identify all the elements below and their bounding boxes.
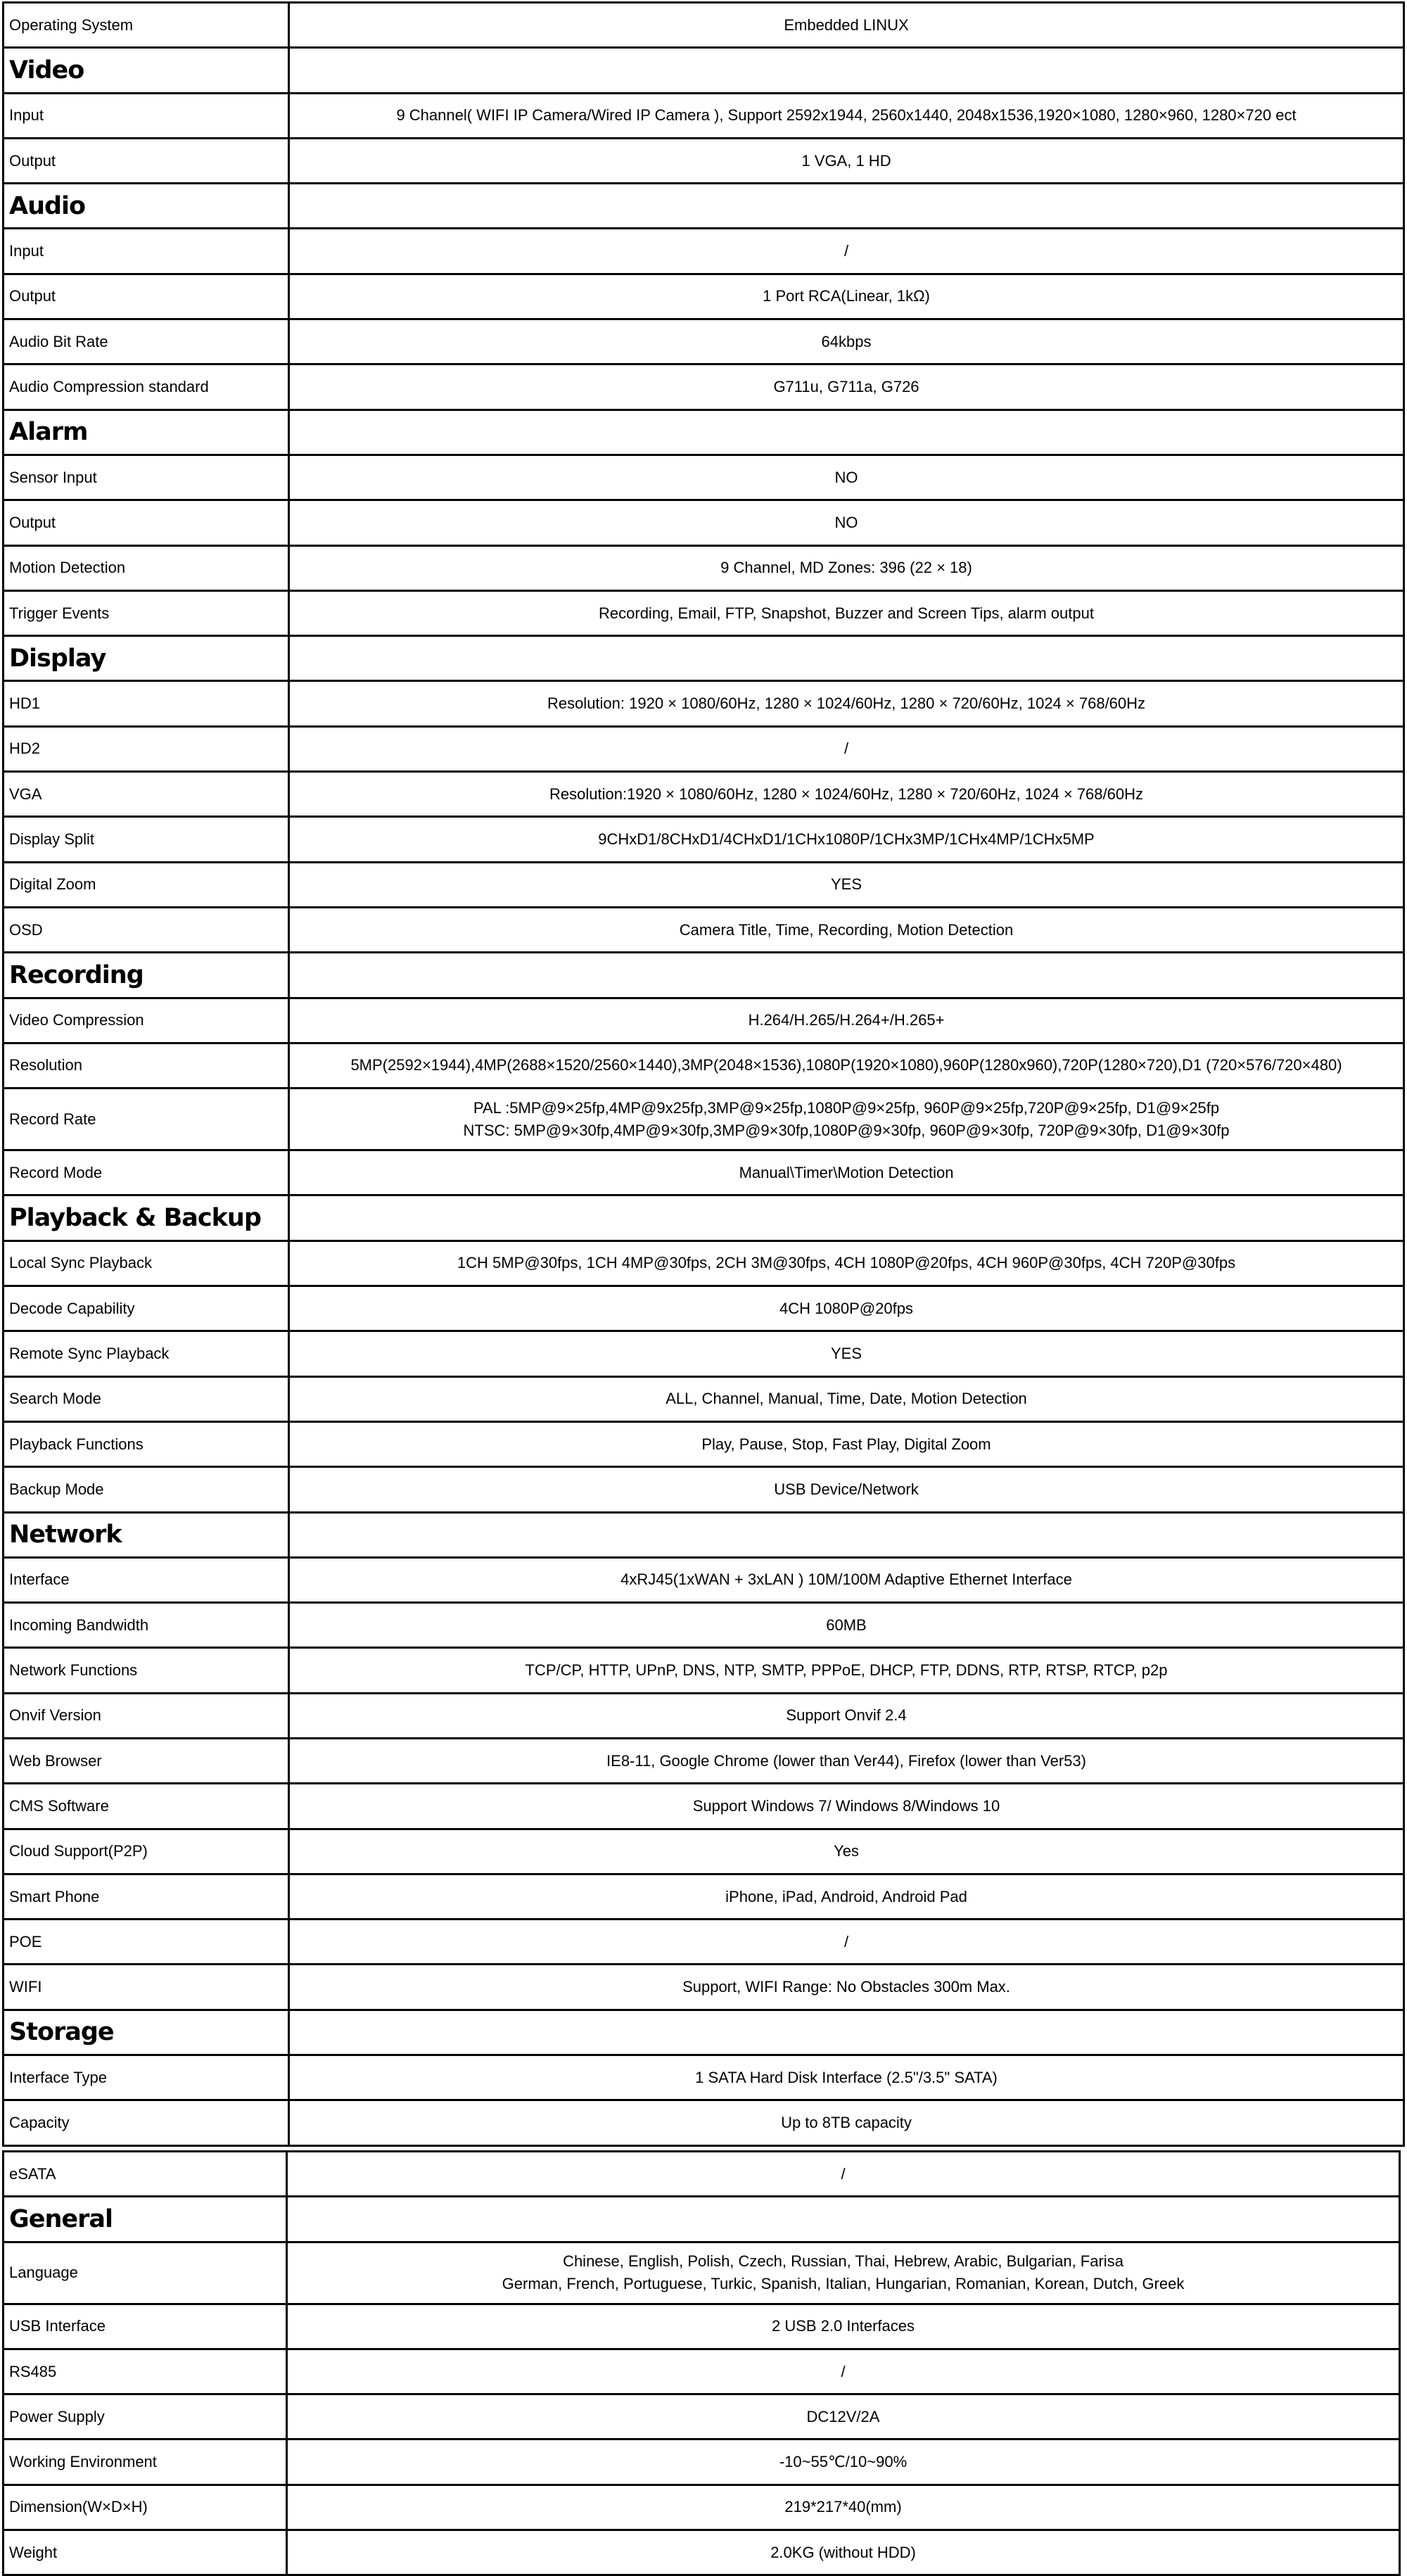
spec-value: Resolution:1920 × 1080/60Hz, 1280 × 1024/60Hz, 1280 × 720/60Hz, 1024 × 768/60Hz xyxy=(289,772,1404,817)
spec-value xyxy=(287,2242,1400,2304)
spec-value: Camera Title, Time, Recording, Motion Detection xyxy=(289,907,1404,952)
spec-value: Resolution: 1920 × 1080/60Hz, 1280 × 1024/60Hz, 1280 × 720/60Hz, 1024 × 768/60Hz xyxy=(289,681,1404,726)
spec-value: 1 Port RCA(Linear, 1kΩ) xyxy=(289,274,1404,319)
spec-value-line: PAL :5MP@9×25fp,4MP@9x25fp,3MP@9×25fp,1080P@9×25fp, 960P@9×25fp,720P@9×25fp, D1@9×25fp xyxy=(473,1098,1220,1117)
spec-label: VGA xyxy=(4,772,289,817)
spec-label: Incoming Bandwidth xyxy=(4,1603,289,1648)
spec-row-input xyxy=(4,93,1404,138)
section-title: Video xyxy=(4,48,289,93)
spec-row-input xyxy=(4,229,1404,274)
spec-value: 4CH 1080P@20fps xyxy=(289,1286,1404,1331)
spec-value: Up to 8TB capacity xyxy=(289,2100,1404,2145)
spec-label: Input xyxy=(4,229,289,274)
spec-value xyxy=(289,1195,1404,1241)
spec-row-osd xyxy=(4,907,1404,952)
spec-label: Interface Type xyxy=(4,2055,289,2100)
spec-row-record-mode xyxy=(4,1150,1404,1195)
spec-value: Recording, Email, FTP, Snapshot, Buzzer and Screen Tips, alarm output xyxy=(289,590,1404,635)
spec-label: Interface xyxy=(4,1557,289,1602)
spec-row-playback-functions xyxy=(4,1421,1404,1466)
spec-label: Power Supply xyxy=(4,2394,287,2439)
spec-value: ALL, Channel, Manual, Time, Date, Motion Detection xyxy=(289,1376,1404,1421)
spec-row-digital-zoom xyxy=(4,862,1404,907)
spec-row-hd2 xyxy=(4,726,1404,771)
spec-row-wifi xyxy=(4,1965,1404,2010)
spec-label: Record Mode xyxy=(4,1150,289,1195)
spec-label: Trigger Events xyxy=(4,590,289,635)
spec-label: Output xyxy=(4,500,289,545)
spec-value: 1 SATA Hard Disk Interface (2.5"/3.5" SATA) xyxy=(289,2055,1404,2100)
spec-label: Onvif Version xyxy=(4,1693,289,1738)
spec-value: 2.0KG (without HDD) xyxy=(287,2530,1400,2575)
spec-row-esata xyxy=(4,2152,1400,2197)
spec-value xyxy=(287,2197,1400,2242)
spec-label: HD1 xyxy=(4,681,289,726)
spec-row-working-environment xyxy=(4,2439,1400,2485)
spec-label: eSATA xyxy=(4,2152,287,2197)
section-header-audio xyxy=(4,184,1404,229)
spec-row-dimension-w-d-h xyxy=(4,2485,1400,2530)
spec-value-line: Chinese, English, Polish, Czech, Russian, Thai, Hebrew, Arabic, Bulgarian, Farisa xyxy=(563,2252,1123,2271)
spec-label: CMS Software xyxy=(4,1784,289,1829)
spec-table-main xyxy=(2,1,1405,2147)
spec-row-interface xyxy=(4,1557,1404,1602)
spec-value: H.264/H.265/H.264+/H.265+ xyxy=(289,998,1404,1043)
spec-row-power-supply xyxy=(4,2394,1400,2439)
spec-label: Display Split xyxy=(4,817,289,862)
spec-table-continued xyxy=(2,2150,1401,2576)
section-title: Playback & Backup xyxy=(4,1195,289,1241)
section-header-alarm xyxy=(4,410,1404,455)
spec-label: Network Functions xyxy=(4,1648,289,1693)
spec-row-language xyxy=(4,2242,1400,2304)
spec-value: Play, Pause, Stop, Fast Play, Digital Zoom xyxy=(289,1421,1404,1466)
spec-value: 60MB xyxy=(289,1603,1404,1648)
spec-row-network-functions xyxy=(4,1648,1404,1693)
spec-label: Decode Capability xyxy=(4,1286,289,1331)
spec-row-cms-software xyxy=(4,1784,1404,1829)
spec-value: 219*217*40(mm) xyxy=(287,2485,1400,2530)
spec-label: HD2 xyxy=(4,726,289,771)
section-title: Alarm xyxy=(4,410,289,455)
spec-value xyxy=(289,1512,1404,1557)
spec-value: / xyxy=(289,1920,1404,1965)
spec-value: Support Onvif 2.4 xyxy=(289,1693,1404,1738)
spec-value xyxy=(289,410,1404,455)
spec-value: 9CHxD1/8CHxD1/4CHxD1/1CHx1080P/1CHx3MP/1CHx4MP/1CHx5MP xyxy=(289,817,1404,862)
spec-label: Audio Bit Rate xyxy=(4,319,289,364)
spec-row-operating-system xyxy=(4,3,1404,48)
section-title: General xyxy=(4,2197,287,2242)
spec-label: Output xyxy=(4,274,289,319)
spec-label: Resolution xyxy=(4,1043,289,1088)
spec-value: Yes xyxy=(289,1829,1404,1874)
spec-row-smart-phone xyxy=(4,1874,1404,1919)
spec-label: Input xyxy=(4,93,289,138)
section-title: Storage xyxy=(4,2010,289,2055)
section-title: Display xyxy=(4,636,289,681)
spec-value: -10~55℃/10~90% xyxy=(287,2439,1400,2485)
spec-value: TCP/CP, HTTP, UPnP, DNS, NTP, SMTP, PPPoE, DHCP, FTP, DDNS, RTP, RTSP, RTCP, p2p xyxy=(289,1648,1404,1693)
spec-row-motion-detection xyxy=(4,545,1404,590)
spec-label: Working Environment xyxy=(4,2439,287,2485)
spec-value: USB Device/Network xyxy=(289,1467,1404,1512)
section-title: Audio xyxy=(4,184,289,229)
spec-row-output xyxy=(4,138,1404,183)
spec-row-local-sync-playback xyxy=(4,1241,1404,1286)
spec-row-audio-compression-standard xyxy=(4,364,1404,410)
spec-value: 1 VGA, 1 HD xyxy=(289,138,1404,183)
spec-value xyxy=(289,1089,1404,1150)
spec-value xyxy=(289,184,1404,229)
spec-label: Output xyxy=(4,138,289,183)
spec-value: Manual\Timer\Motion Detection xyxy=(289,1150,1404,1195)
spec-value xyxy=(289,636,1404,681)
spec-value: 2 USB 2.0 Interfaces xyxy=(287,2304,1400,2349)
spec-value: DC12V/2A xyxy=(287,2394,1400,2439)
spec-value: Support Windows 7/ Windows 8/Windows 10 xyxy=(289,1784,1404,1829)
spec-row-backup-mode xyxy=(4,1467,1404,1512)
spec-value: YES xyxy=(289,862,1404,907)
spec-row-rs485 xyxy=(4,2349,1400,2394)
section-header-storage xyxy=(4,2010,1404,2055)
spec-label: Search Mode xyxy=(4,1376,289,1421)
spec-row-decode-capability xyxy=(4,1286,1404,1331)
spec-value xyxy=(289,48,1404,93)
spec-value: Support, WIFI Range: No Obstacles 300m Max. xyxy=(289,1965,1404,2010)
section-header-playback-backup xyxy=(4,1195,1404,1241)
spec-label: Operating System xyxy=(4,3,289,48)
spec-label: Video Compression xyxy=(4,998,289,1043)
spec-row-resolution xyxy=(4,1043,1404,1088)
spec-label: Local Sync Playback xyxy=(4,1241,289,1286)
spec-value: 9 Channel, MD Zones: 396 (22 × 18) xyxy=(289,545,1404,590)
spec-row-poe xyxy=(4,1920,1404,1965)
spec-label: OSD xyxy=(4,907,289,952)
spec-row-incoming-bandwidth xyxy=(4,1603,1404,1648)
spec-label: Language xyxy=(4,2242,287,2304)
spec-label: Digital Zoom xyxy=(4,862,289,907)
spec-row-capacity xyxy=(4,2100,1404,2145)
spec-label: Backup Mode xyxy=(4,1467,289,1512)
spec-row-weight xyxy=(4,2530,1400,2575)
section-title: Network xyxy=(4,1512,289,1557)
spec-row-vga xyxy=(4,772,1404,817)
spec-value: NO xyxy=(289,500,1404,545)
section-header-network xyxy=(4,1512,1404,1557)
spec-row-onvif-version xyxy=(4,1693,1404,1738)
spec-value: 9 Channel( WIFI IP Camera/Wired IP Camera ), Support 2592x1944, 2560x1440, 2048x1536,1920×1080, 1280×960, 1280×720 ect xyxy=(289,93,1404,138)
spec-row-hd1 xyxy=(4,681,1404,726)
spec-row-audio-bit-rate xyxy=(4,319,1404,364)
spec-value: / xyxy=(287,2152,1400,2197)
spec-value: / xyxy=(287,2349,1400,2394)
spec-row-video-compression xyxy=(4,998,1404,1043)
spec-label: Smart Phone xyxy=(4,1874,289,1919)
spec-value xyxy=(289,953,1404,998)
spec-value: 64kbps xyxy=(289,319,1404,364)
spec-label: Remote Sync Playback xyxy=(4,1331,289,1376)
spec-label: POE xyxy=(4,1920,289,1965)
spec-label: Audio Compression standard xyxy=(4,364,289,410)
spec-row-web-browser xyxy=(4,1738,1404,1783)
spec-label: Weight xyxy=(4,2530,287,2575)
spec-value: Embedded LINUX xyxy=(289,3,1404,48)
spec-value: G711u, G711a, G726 xyxy=(289,364,1404,410)
spec-value: 1CH 5MP@30fps, 1CH 4MP@30fps, 2CH 3M@30fps, 4CH 1080P@20fps, 4CH 960P@30fps, 4CH 720P@30fps xyxy=(289,1241,1404,1286)
spec-label: Capacity xyxy=(4,2100,289,2145)
spec-row-search-mode xyxy=(4,1376,1404,1421)
spec-row-output xyxy=(4,274,1404,319)
spec-value: / xyxy=(289,726,1404,771)
spec-label: Cloud Support(P2P) xyxy=(4,1829,289,1874)
spec-row-output xyxy=(4,500,1404,545)
section-header-general xyxy=(4,2197,1400,2242)
spec-label: Sensor Input xyxy=(4,455,289,500)
section-title: Recording xyxy=(4,953,289,998)
spec-value xyxy=(289,2010,1404,2055)
spec-row-display-split xyxy=(4,817,1404,862)
spec-value-line: NTSC: 5MP@9×30fp,4MP@9×30fp,3MP@9×30fp,1080P@9×30fp, 960P@9×30fp, 720P@9×30fp, D1@9×30fp xyxy=(463,1121,1230,1139)
section-header-display xyxy=(4,636,1404,681)
spec-label: Motion Detection xyxy=(4,545,289,590)
spec-value: 4xRJ45(1xWAN + 3xLAN ) 10M/100M Adaptive Ethernet Interface xyxy=(289,1557,1404,1602)
spec-value: YES xyxy=(289,1331,1404,1376)
spec-label: USB Interface xyxy=(4,2304,287,2349)
spec-label: Record Rate xyxy=(4,1089,289,1150)
spec-row-interface-type xyxy=(4,2055,1404,2100)
spec-row-sensor-input xyxy=(4,455,1404,500)
spec-value: 5MP(2592×1944),4MP(2688×1520/2560×1440),3MP(2048×1536),1080P(1920×1080),960P(1280x960),720P(1280×720),D1 (720×576/720×480) xyxy=(289,1043,1404,1088)
spec-label: Web Browser xyxy=(4,1738,289,1783)
spec-value: IE8-11, Google Chrome (lower than Ver44), Firefox (lower than Ver53) xyxy=(289,1738,1404,1783)
spec-label: Dimension(W×D×H) xyxy=(4,2485,287,2530)
spec-value: / xyxy=(289,229,1404,274)
spec-value-line: German, French, Portuguese, Turkic, Spanish, Italian, Hungarian, Romanian, Korean, Dutch, Greek xyxy=(502,2275,1185,2293)
spec-row-cloud-support-p2p xyxy=(4,1829,1404,1874)
spec-value: NO xyxy=(289,455,1404,500)
section-header-video xyxy=(4,48,1404,93)
spec-value: iPhone, iPad, Android, Android Pad xyxy=(289,1874,1404,1919)
spec-row-record-rate xyxy=(4,1089,1404,1150)
spec-label: RS485 xyxy=(4,2349,287,2394)
spec-row-trigger-events xyxy=(4,590,1404,635)
section-header-recording xyxy=(4,953,1404,998)
spec-label: WIFI xyxy=(4,1965,289,2010)
spec-row-remote-sync-playback xyxy=(4,1331,1404,1376)
spec-label: Playback Functions xyxy=(4,1421,289,1466)
spec-row-usb-interface xyxy=(4,2304,1400,2349)
